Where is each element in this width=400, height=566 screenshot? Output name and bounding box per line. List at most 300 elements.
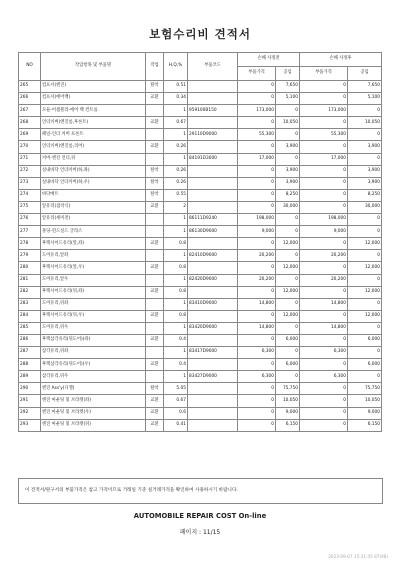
cell-bl: 12,000 [276, 238, 300, 250]
cell-work [146, 371, 164, 383]
cell-al: 6,150 [348, 419, 382, 431]
cell-code [188, 165, 238, 177]
cell-ap: 0 [300, 262, 348, 274]
cell-bl: 0 [276, 226, 300, 238]
cell-code [188, 286, 238, 298]
cell-no: 286 [19, 334, 41, 346]
cell-hq: 1 [164, 105, 188, 117]
table-row [19, 359, 382, 371]
cell-code [188, 262, 238, 274]
cell-name: 후렉사이드유리(뒤,좌) [41, 286, 146, 298]
cell-ap: 0 [300, 165, 348, 177]
cell-name: 후렉사이드유리(뒤,우) [41, 310, 146, 322]
cell-ap: 0 [300, 201, 348, 213]
cell-bl: 0 [276, 371, 300, 383]
cell-code: 29110D9000 [188, 129, 238, 141]
cell-no: 270 [19, 141, 41, 153]
table-row [19, 383, 382, 395]
cell-no: 290 [19, 383, 41, 395]
cell-code [188, 201, 238, 213]
cell-ap: 20,200 [300, 274, 348, 286]
cell-bl: 3,900 [276, 165, 300, 177]
cell-bl: 8,250 [276, 189, 300, 201]
cell-no: 273 [19, 177, 41, 189]
cell-hq: 0.67 [164, 117, 188, 129]
cell-bl: 6,150 [276, 419, 300, 431]
cell-no: 265 [19, 81, 41, 93]
cell-ap: 6,300 [300, 371, 348, 383]
header-after: 손해 사정후 [300, 53, 382, 67]
cell-al: 0 [348, 298, 382, 310]
cell-name: 앞유리(접착식) [41, 201, 146, 213]
cell-name: 언더커버(엔진룸,후론트) [41, 117, 146, 129]
cell-code [188, 359, 238, 371]
cell-bl: 6,000 [276, 334, 300, 346]
table-row [19, 334, 382, 346]
cell-no: 282 [19, 286, 41, 298]
cell-name: 도어유리,뒤좌 [41, 298, 146, 310]
cell-hq: 1 [164, 226, 188, 238]
cell-bp: 0 [238, 407, 276, 419]
document-title: 보험수리비 견적서 [149, 27, 251, 41]
cell-name: 패널-언더 커버 프론트 [41, 129, 146, 141]
table-row [19, 177, 382, 189]
cell-bp: 0 [238, 189, 276, 201]
cell-code: 86130D9000 [188, 226, 238, 238]
cell-bl: 0 [276, 250, 300, 262]
cell-name: 엔진 마운팅 및 브라켓(우) [41, 407, 146, 419]
cell-bl: 10,050 [276, 395, 300, 407]
cell-code [188, 419, 238, 431]
cell-no: 284 [19, 310, 41, 322]
cell-bl: 0 [276, 214, 300, 226]
cell-bl: 12,000 [276, 262, 300, 274]
cell-al: 0 [348, 129, 382, 141]
cell-hq: 0.41 [164, 419, 188, 431]
table-row [19, 201, 382, 213]
cell-bp: 0 [238, 141, 276, 153]
cell-al: 7,650 [348, 81, 382, 93]
cell-hq: 0.51 [164, 81, 188, 93]
cell-ap: 0 [300, 141, 348, 153]
cell-bp: 20,200 [238, 274, 276, 286]
cell-bl: 0 [276, 347, 300, 359]
cell-hq: 0.6 [164, 407, 188, 419]
table-row [19, 226, 382, 238]
cell-code [188, 310, 238, 322]
cell-bl: 10,050 [276, 117, 300, 129]
cell-code: 83427D9000 [188, 371, 238, 383]
cell-name: 바닥매트 [41, 189, 146, 201]
table-row [19, 117, 382, 129]
cell-no: 289 [19, 371, 41, 383]
table-row [19, 250, 382, 262]
table-row [19, 286, 382, 298]
cell-ap: 173,000 [300, 105, 348, 117]
cell-work [146, 214, 164, 226]
cell-work: 교환 [146, 395, 164, 407]
table-row [19, 165, 382, 177]
cell-code [188, 93, 238, 105]
page-number: 페이지 : 11/15 [179, 529, 221, 536]
cell-no: 292 [19, 407, 41, 419]
cell-work [146, 347, 164, 359]
cell-name: 삼각유리,뒤우 [41, 371, 146, 383]
cell-code: 84191D3000 [188, 153, 238, 165]
cell-name: 도어유리,앞좌 [41, 250, 146, 262]
cell-bp: 0 [238, 359, 276, 371]
table-row [19, 395, 382, 407]
cell-work [146, 250, 164, 262]
cell-no: 272 [19, 165, 41, 177]
cell-bl: 5,100 [276, 93, 300, 105]
cell-hq: 5.05 [164, 383, 188, 395]
cell-al: 12,000 [348, 286, 382, 298]
cell-work [146, 105, 164, 117]
cell-work: 교환 [146, 117, 164, 129]
cell-name: 컴프서(엔진) [41, 81, 146, 93]
cell-name: 언더커버(엔진룸,리어) [41, 141, 146, 153]
table-row [19, 310, 382, 322]
cell-work: 교환 [146, 334, 164, 346]
cell-bl: 12,000 [276, 310, 300, 322]
cell-ap: 0 [300, 310, 348, 322]
cell-bp: 6,300 [238, 347, 276, 359]
table-row [19, 189, 382, 201]
cell-al: 6,000 [348, 359, 382, 371]
cell-code [188, 177, 238, 189]
cell-al: 30,000 [348, 201, 382, 213]
cell-al: 0 [348, 322, 382, 334]
cell-ap: 0 [300, 81, 348, 93]
cell-work: 교환 [146, 310, 164, 322]
cell-code [188, 141, 238, 153]
estimate-table [18, 52, 382, 432]
cell-bp: 0 [238, 93, 276, 105]
cell-work: 교환 [146, 93, 164, 105]
cell-code [188, 238, 238, 250]
cell-bp: 0 [238, 419, 276, 431]
cell-work [146, 274, 164, 286]
table-row [19, 371, 382, 383]
cell-bp: 0 [238, 81, 276, 93]
header-before-part-price: 부품가격 [238, 67, 276, 81]
header-item: 작업항목 및 부품명 [41, 53, 146, 81]
cell-ap: 14,800 [300, 298, 348, 310]
cell-bp: 0 [238, 177, 276, 189]
cell-code: 959100B150 [188, 105, 238, 117]
cell-bp: 55,300 [238, 129, 276, 141]
table-row [19, 274, 382, 286]
cell-name: 후렉삼각유리(뒤도어)(우) [41, 359, 146, 371]
cell-al: 0 [348, 347, 382, 359]
table-row [19, 347, 382, 359]
table-row [19, 262, 382, 274]
cell-bp: 14,800 [238, 298, 276, 310]
cell-code [188, 81, 238, 93]
cell-ap: 0 [300, 359, 348, 371]
cell-name: 후렉사이드유리(앞,우) [41, 262, 146, 274]
cell-no: 275 [19, 201, 41, 213]
cell-code [188, 189, 238, 201]
table-row [19, 322, 382, 334]
footer-brand: AUTOMOBILE REPAIR COST On-line [133, 512, 267, 520]
cell-bp: 6,300 [238, 371, 276, 383]
cell-bp: 0 [238, 117, 276, 129]
cell-bl: 0 [276, 105, 300, 117]
table-row [19, 81, 382, 93]
cell-no: 279 [19, 250, 41, 262]
cell-code [188, 395, 238, 407]
cell-hq: 0.8 [164, 286, 188, 298]
cell-bp: 173,000 [238, 105, 276, 117]
cell-no: 278 [19, 238, 41, 250]
cell-hq: 1 [164, 129, 188, 141]
cell-ap: 9,000 [300, 226, 348, 238]
cell-al: 0 [348, 214, 382, 226]
cell-ap: 0 [300, 177, 348, 189]
cell-ap: 198,000 [300, 214, 348, 226]
cell-no: 293 [19, 419, 41, 431]
table-row [19, 129, 382, 141]
cell-al: 5,100 [348, 93, 382, 105]
cell-code: 86111D9240 [188, 214, 238, 226]
cell-no: 266 [19, 93, 41, 105]
cell-bp: 0 [238, 262, 276, 274]
cell-no: 287 [19, 347, 41, 359]
cell-ap: 0 [300, 395, 348, 407]
cell-code [188, 383, 238, 395]
cell-no: 268 [19, 117, 41, 129]
cell-ap: 0 [300, 334, 348, 346]
cell-code: 82410D9000 [188, 250, 238, 262]
cell-ap: 14,800 [300, 322, 348, 334]
cell-hq: 0.26 [164, 177, 188, 189]
cell-name: 몰딩-윈드실드 글라스 [41, 226, 146, 238]
cell-name: 엔진 마운팅 및 브라켓(뒤) [41, 419, 146, 431]
cell-al: 0 [348, 153, 382, 165]
cell-name: 실내바닥 언더커버(하,좌) [41, 165, 146, 177]
cell-bp: 9,000 [238, 226, 276, 238]
cell-code: 83417D9000 [188, 347, 238, 359]
cell-al: 3,900 [348, 165, 382, 177]
cell-work: 교환 [146, 201, 164, 213]
table-row [19, 141, 382, 153]
cell-hq: 0.55 [164, 189, 188, 201]
header-hqty: H,Q,% [164, 53, 188, 81]
table-row [19, 298, 382, 310]
cell-name: 커버-엔진 언더,뒤 [41, 153, 146, 165]
cell-hq: 0.4 [164, 334, 188, 346]
cell-al: 6,000 [348, 334, 382, 346]
cell-al: 12,000 [348, 262, 382, 274]
table-row [19, 93, 382, 105]
cell-al: 3,900 [348, 141, 382, 153]
cell-code [188, 407, 238, 419]
header-before-labor: 공임 [276, 67, 300, 81]
cell-bl: 6,000 [276, 359, 300, 371]
cell-no: 288 [19, 359, 41, 371]
cell-hq: 1 [164, 371, 188, 383]
cell-work [146, 129, 164, 141]
cell-no: 269 [19, 129, 41, 141]
cell-work: 탈착 [146, 189, 164, 201]
cell-code: 83410D9000 [188, 298, 238, 310]
cell-work: 탈착 [146, 165, 164, 177]
cell-code: 82420D9000 [188, 274, 238, 286]
table-row [19, 419, 382, 431]
cell-hq: 0.26 [164, 141, 188, 153]
cell-work [146, 298, 164, 310]
cell-al: 12,000 [348, 238, 382, 250]
cell-bp: 0 [238, 201, 276, 213]
cell-bp: 17,000 [238, 153, 276, 165]
cell-bl: 75,750 [276, 383, 300, 395]
cell-hq: 0.67 [164, 395, 188, 407]
cell-name: 엔진 Ass'y(디젤) [41, 383, 146, 395]
header-after-part-price: 부품가격 [300, 67, 348, 81]
cell-bl: 7,650 [276, 81, 300, 93]
cell-work: 교환 [146, 262, 164, 274]
cell-al: 0 [348, 105, 382, 117]
cell-work: 교환 [146, 238, 164, 250]
cell-al: 8,250 [348, 189, 382, 201]
cell-bl: 0 [276, 274, 300, 286]
cell-hq: 0.4 [164, 359, 188, 371]
cell-al: 3,900 [348, 177, 382, 189]
cell-ap: 0 [300, 407, 348, 419]
cell-work: 교환 [146, 407, 164, 419]
cell-al: 0 [348, 226, 382, 238]
cell-bp: 0 [238, 165, 276, 177]
cell-hq: 1 [164, 322, 188, 334]
cell-bl: 30,000 [276, 201, 300, 213]
cell-al: 75,750 [348, 383, 382, 395]
cell-ap: 0 [300, 419, 348, 431]
cell-name: 삼각유리,뒤좌 [41, 347, 146, 359]
cell-work: 탈착 [146, 81, 164, 93]
cell-hq: 1 [164, 298, 188, 310]
estimate-rows [19, 81, 382, 432]
table-row [19, 153, 382, 165]
cell-ap: 20,200 [300, 250, 348, 262]
table-row [19, 105, 382, 117]
cell-hq: 0.26 [164, 165, 188, 177]
cell-name: 후렉삼각유리(뒤도어)(좌) [41, 334, 146, 346]
cell-ap: 55,300 [300, 129, 348, 141]
cell-work [146, 226, 164, 238]
table-row [19, 214, 382, 226]
cell-bl: 3,900 [276, 177, 300, 189]
cell-ap: 17,000 [300, 153, 348, 165]
cell-work: 탈착 [146, 177, 164, 189]
header-work: 작업 [146, 53, 164, 81]
cell-ap: 6,300 [300, 347, 348, 359]
cell-bl: 0 [276, 129, 300, 141]
cell-hq: 0.8 [164, 238, 188, 250]
header-after-labor: 공임 [348, 67, 382, 81]
cell-hq: 1 [164, 347, 188, 359]
cell-bl: 0 [276, 153, 300, 165]
cell-no: 276 [19, 214, 41, 226]
cell-work [146, 322, 164, 334]
cell-no: 277 [19, 226, 41, 238]
cell-name: 도어유리,앞우 [41, 274, 146, 286]
table-row [19, 407, 382, 419]
cell-al: 9,000 [348, 407, 382, 419]
cell-ap: 0 [300, 238, 348, 250]
cell-bp: 14,800 [238, 322, 276, 334]
cell-code [188, 117, 238, 129]
table-row [19, 238, 382, 250]
cell-code [188, 334, 238, 346]
cell-name: 앞유리(세미전) [41, 214, 146, 226]
cell-hq: 0.8 [164, 310, 188, 322]
cell-ap: 0 [300, 117, 348, 129]
cell-bp: 0 [238, 310, 276, 322]
cell-bp: 20,200 [238, 250, 276, 262]
cell-bl: 12,000 [276, 286, 300, 298]
cell-ap: 0 [300, 286, 348, 298]
cell-work: 탈착 [146, 383, 164, 395]
print-timestamp: 2023-09-07 15:31:45 87(98) [328, 554, 388, 559]
cell-bp: 0 [238, 395, 276, 407]
cell-work: 교환 [146, 286, 164, 298]
cell-no: 280 [19, 262, 41, 274]
cell-al: 0 [348, 274, 382, 286]
cell-name: 실내바닥 언더커버(하,우) [41, 177, 146, 189]
cell-bp: 0 [238, 286, 276, 298]
cell-no: 291 [19, 395, 41, 407]
cell-al: 10,050 [348, 117, 382, 129]
cell-ap: 0 [300, 93, 348, 105]
cell-bl: 3,900 [276, 141, 300, 153]
cell-work [146, 153, 164, 165]
cell-ap: 0 [300, 189, 348, 201]
cell-code: 83420D9000 [188, 322, 238, 334]
cell-no: 281 [19, 274, 41, 286]
cell-al: 10,050 [348, 395, 382, 407]
cell-hq: 2 [164, 201, 188, 213]
cell-hq: 1 [164, 274, 188, 286]
cell-hq: 1 [164, 153, 188, 165]
cell-no: 274 [19, 189, 41, 201]
cell-bl: 0 [276, 298, 300, 310]
cell-hq: 1 [164, 214, 188, 226]
cell-name: 모듈-어셈블리-에어 백 컨트롤 [41, 105, 146, 117]
cell-bp: 0 [238, 238, 276, 250]
cell-name: 도어유리,뒤우 [41, 322, 146, 334]
cell-name: 후렉사이드유리(앞,좌) [41, 238, 146, 250]
header-partcode: 부품코드 [188, 53, 238, 81]
cell-bp: 0 [238, 334, 276, 346]
cell-no: 285 [19, 322, 41, 334]
cell-work: 교환 [146, 359, 164, 371]
cell-al: 12,000 [348, 310, 382, 322]
cell-work: 교환 [146, 419, 164, 431]
price-note: 이 견적서/원구서의 부품가격은 참고 가격이므로 거래일 기준 실거래가격을 확인하여 사용하시기 바랍니다. [18, 478, 383, 504]
cell-ap: 0 [300, 383, 348, 395]
cell-work: 교환 [146, 141, 164, 153]
cell-name: 엔진 마운팅 및 브라켓(좌) [41, 395, 146, 407]
cell-hq: 0.34 [164, 93, 188, 105]
cell-bp: 198,000 [238, 214, 276, 226]
cell-no: 283 [19, 298, 41, 310]
cell-name: 컴프서(에어백) [41, 93, 146, 105]
cell-no: 271 [19, 153, 41, 165]
cell-bl: 0 [276, 322, 300, 334]
cell-no: 267 [19, 105, 41, 117]
